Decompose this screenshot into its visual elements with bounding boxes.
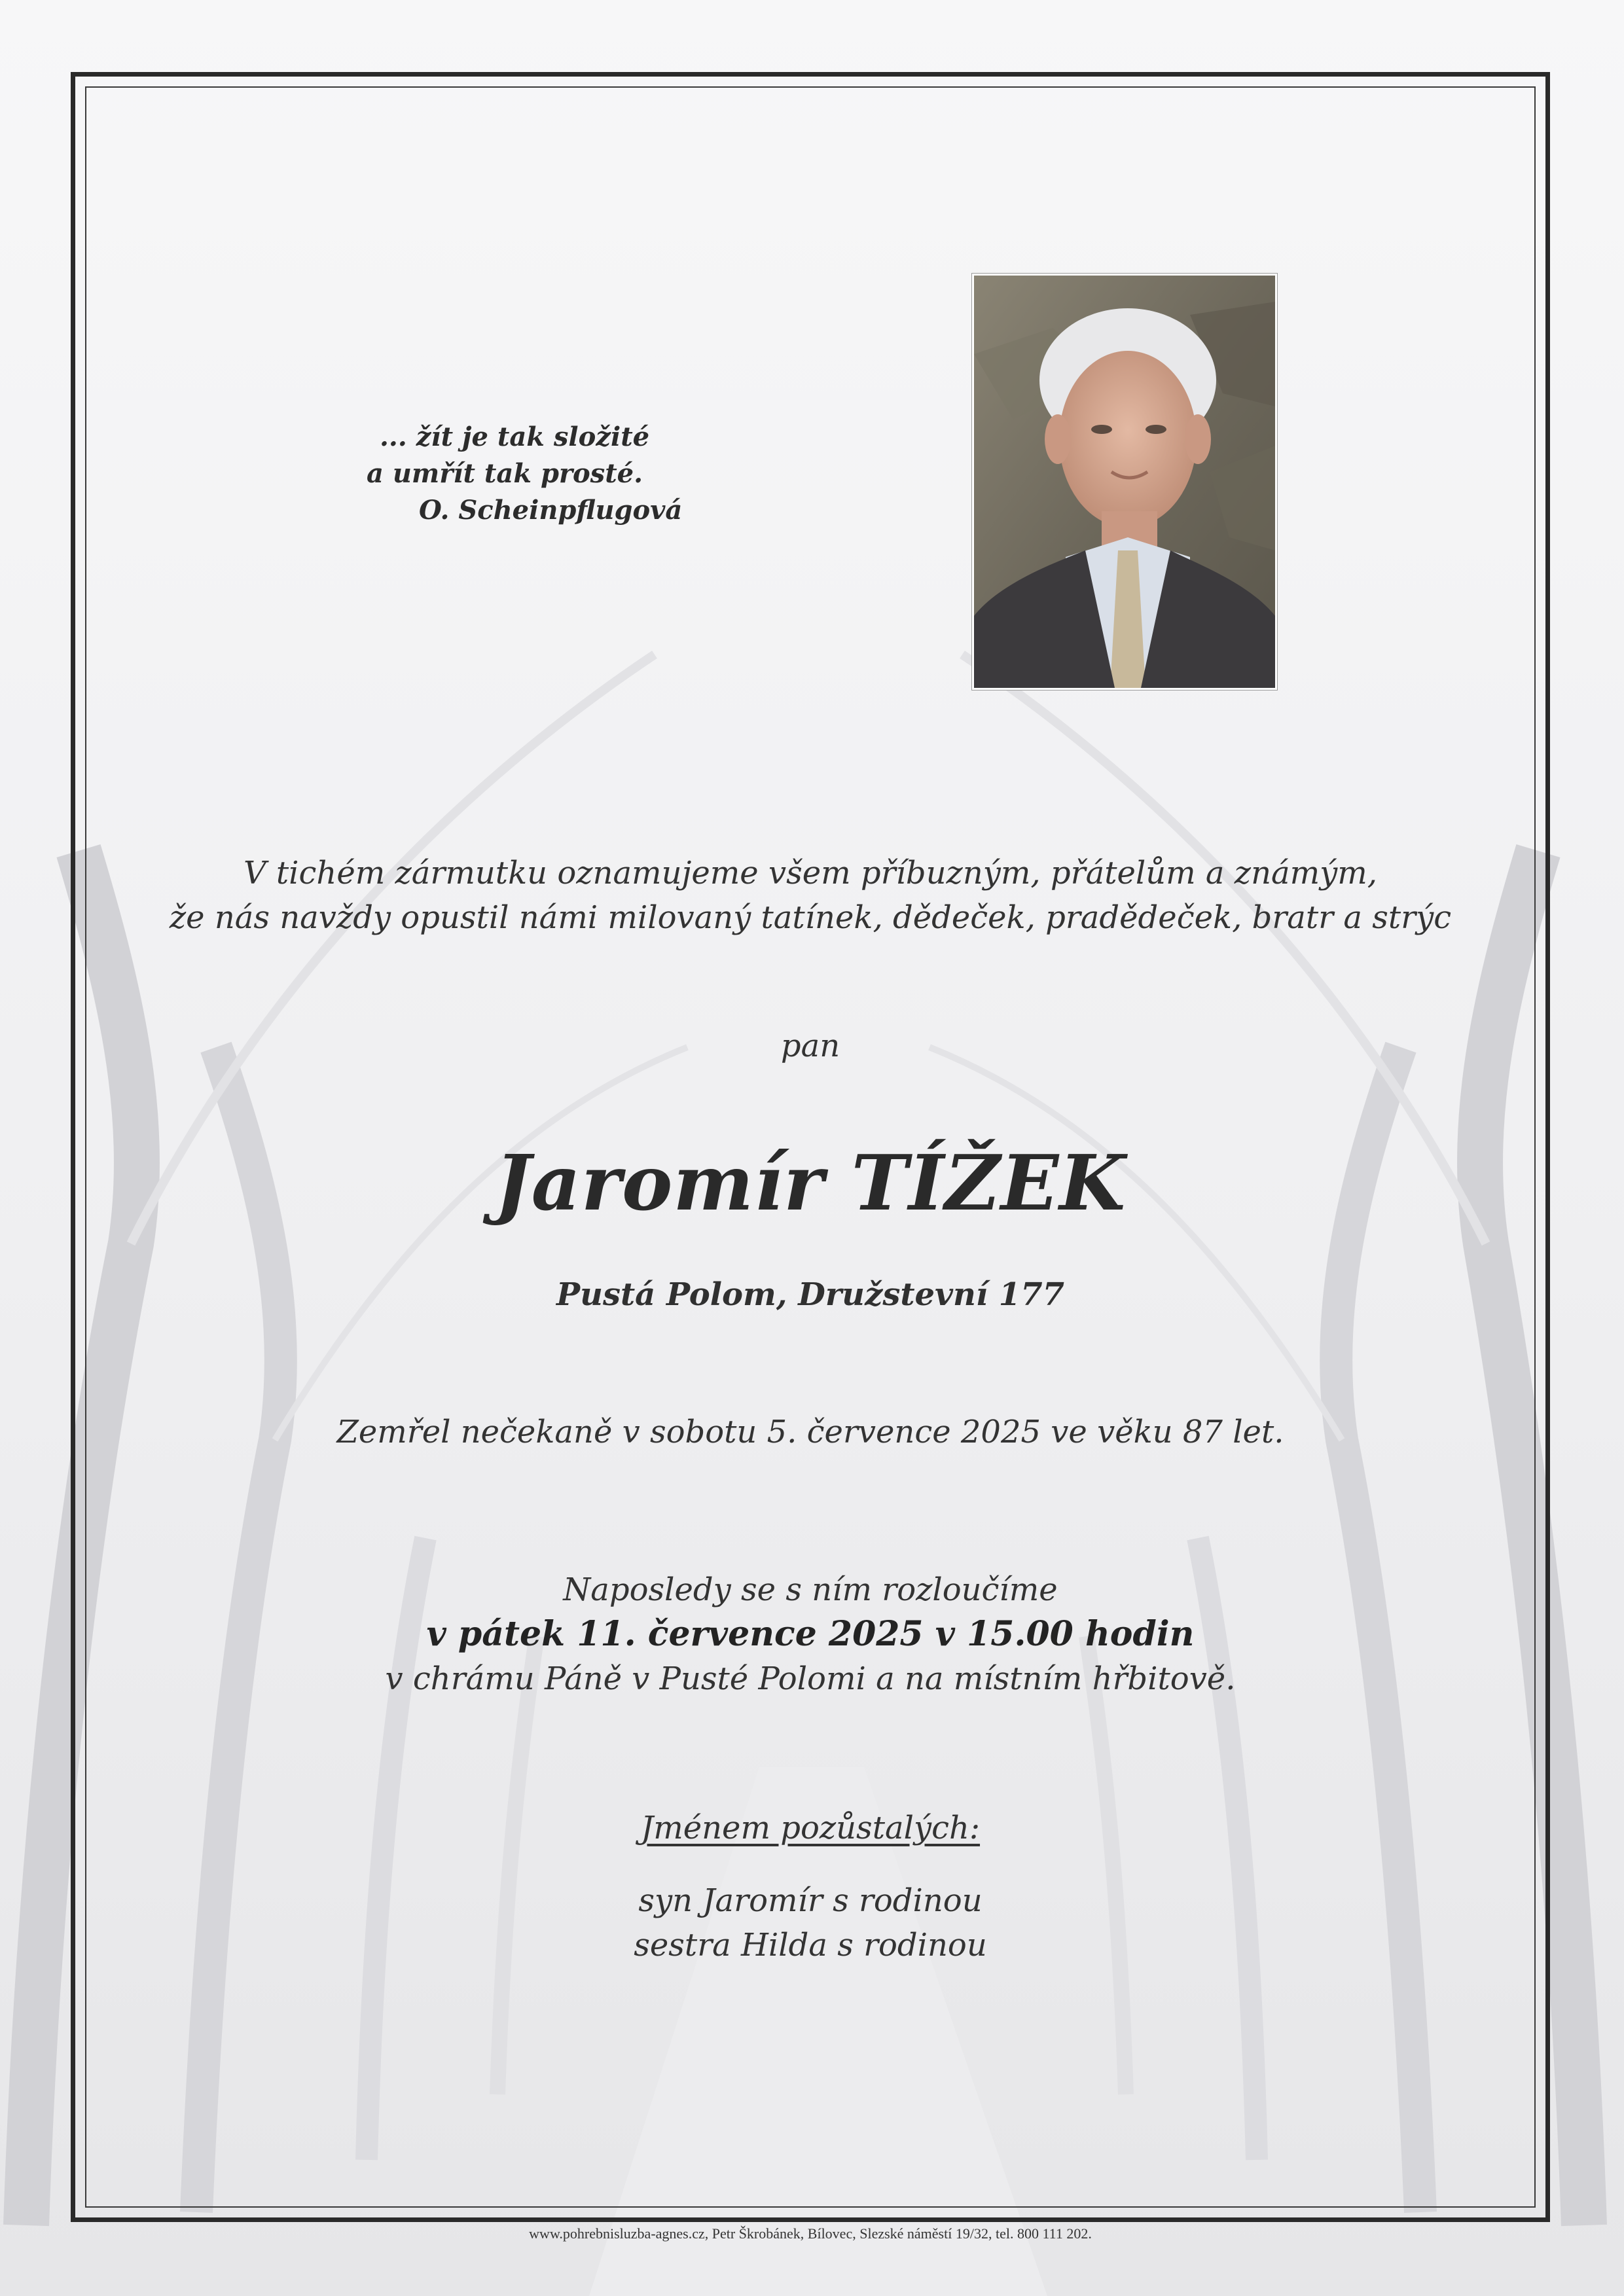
funeral-date-time: v pátek 11. července 2025 v 15.00 hodin — [426, 1614, 1195, 1654]
epigraph-line-1: ... žít je tak složité — [380, 422, 650, 452]
mourners-list — [85, 1878, 1536, 1967]
announcement-line-1: V tichém zármutku oznamujeme všem příbuzným, přátelům a známým, — [243, 855, 1378, 891]
death-note: Zemřel nečekaně v sobotu 5. července 2025 ve věku 87 let. — [336, 1414, 1284, 1450]
announcement — [85, 851, 1536, 940]
epigraph-line-2: a umřít tak prosté. — [367, 458, 643, 489]
epigraph-author: O. Scheinpflugová — [419, 495, 683, 526]
footer-funeral-service: www.pohrebnisluzba-agnes.cz, Petr Škrobánek, Bílovec, Slezské náměstí 19/32, tel. 800 111 202. — [529, 2225, 1092, 2242]
deceased-address: Pustá Polom, Družstevní 177 — [556, 1276, 1064, 1313]
mourners-heading: Jménem pozůstalých: — [640, 1810, 981, 1846]
deceased-name: Jaromír TÍŽEK — [494, 1139, 1127, 1228]
title-prefix: pan — [780, 1028, 840, 1064]
funeral-info — [85, 1568, 1536, 1701]
portrait-photo — [972, 274, 1277, 690]
announcement-line-2: že nás navždy opustil námi milovaný tatínek, dědeček, pradědeček, bratr a strýc — [169, 899, 1452, 936]
epigraph — [367, 419, 733, 529]
funeral-place: v chrámu Páně v Pusté Polomi a na místním hřbitově. — [385, 1660, 1236, 1697]
funeral-line-1: Naposledy se s ním rozloučíme — [563, 1571, 1058, 1608]
mourner-item: syn Jaromír s rodinou — [638, 1882, 983, 1919]
mourner-item: sestra Hilda s rodinou — [634, 1927, 987, 1964]
